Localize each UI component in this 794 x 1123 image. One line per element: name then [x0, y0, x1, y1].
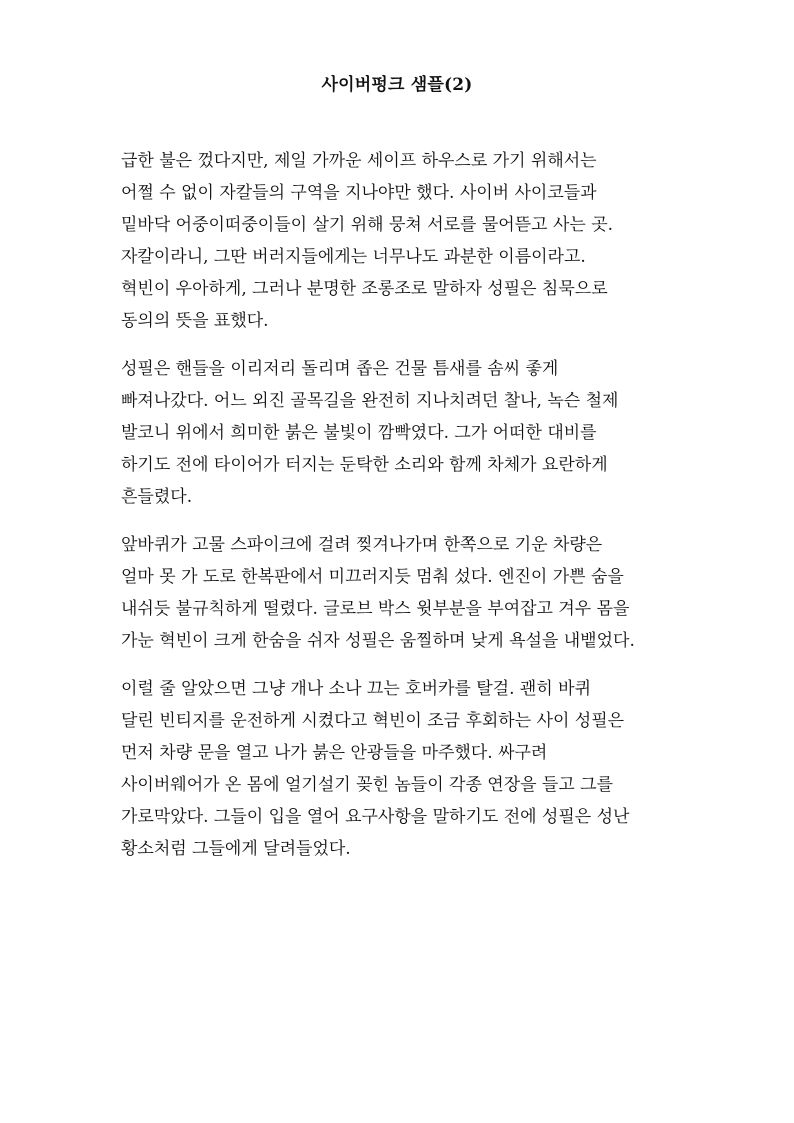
- text-line: 어쩔 수 없이 자칼들의 구역을 지나야만 했다. 사이버 사이코들과: [121, 183, 597, 203]
- text-line: 사이버웨어가 온 몸에 얼기설기 꽂힌 놈들이 각종 연장을 들고 그를: [121, 775, 614, 795]
- text-line: 동의의 뜻을 표했다.: [121, 311, 269, 331]
- document-body: [121, 145, 761, 881]
- text-line: 빠져나갔다. 어느 외진 골목길을 완전히 지나치려던 찰나, 녹슨 철제: [121, 391, 619, 411]
- text-line: 발코니 위에서 희미한 붉은 불빛이 깜빡였다. 그가 어떠한 대비를: [121, 423, 597, 443]
- text-line: 성필은 핸들을 이리저리 돌리며 좁은 건물 틈새를 솜씨 좋게: [121, 359, 559, 379]
- text-line: 가로막았다. 그들이 입을 열어 요구사항을 말하기도 전에 성필은 성난: [121, 807, 630, 827]
- text-line: 앞바퀴가 고물 스파이크에 걸려 찢겨나가며 한쪽으로 기운 차량은: [121, 535, 603, 555]
- paragraph-3: [121, 529, 761, 657]
- text-line: 급한 불은 껐다지만, 제일 가까운 세이프 하우스로 가기 위해서는: [121, 151, 597, 171]
- paragraph-1: [121, 145, 761, 337]
- text-line: 가눈 혁빈이 크게 한숨을 쉬자 성필은 움찔하며 낮게 욕설을 내뱉었다.: [121, 631, 635, 651]
- paragraph-4: [121, 673, 761, 865]
- text-line: 얼마 못 가 도로 한복판에서 미끄러지듯 멈춰 섰다. 엔진이 가쁜 숨을: [121, 567, 624, 587]
- text-line: 이럴 줄 알았으면 그냥 개나 소나 끄는 호버카를 탈걸. 괜히 바퀴: [121, 679, 591, 699]
- text-line: 황소처럼 그들에게 달려들었다.: [121, 839, 351, 859]
- document-title: 사이버펑크 샘플(2): [321, 75, 473, 95]
- text-line: 흔들렸다.: [121, 487, 193, 507]
- text-line: 밑바닥 어중이떠중이들이 살기 위해 뭉쳐 서로를 물어뜯고 사는 곳.: [121, 215, 614, 235]
- text-line: 내쉬듯 불규칙하게 떨렸다. 글로브 박스 윗부분을 부여잡고 겨우 몸을: [121, 599, 630, 619]
- text-line: 혁빈이 우아하게, 그러나 분명한 조롱조로 말하자 성필은 침묵으로: [121, 279, 608, 299]
- text-line: 달린 빈티지를 운전하게 시켰다고 혁빈이 조금 후회하는 사이 성필은: [121, 711, 625, 731]
- text-line: 먼저 차량 문을 열고 나가 붉은 안광들을 마주했다. 싸구려: [121, 743, 548, 763]
- paragraph-2: [121, 353, 761, 513]
- text-line: 하기도 전에 타이어가 터지는 둔탁한 소리와 함께 차체가 요란하게: [121, 455, 608, 475]
- text-line: 자칼이라니, 그딴 버러지들에게는 너무나도 과분한 이름이라고.: [121, 247, 586, 267]
